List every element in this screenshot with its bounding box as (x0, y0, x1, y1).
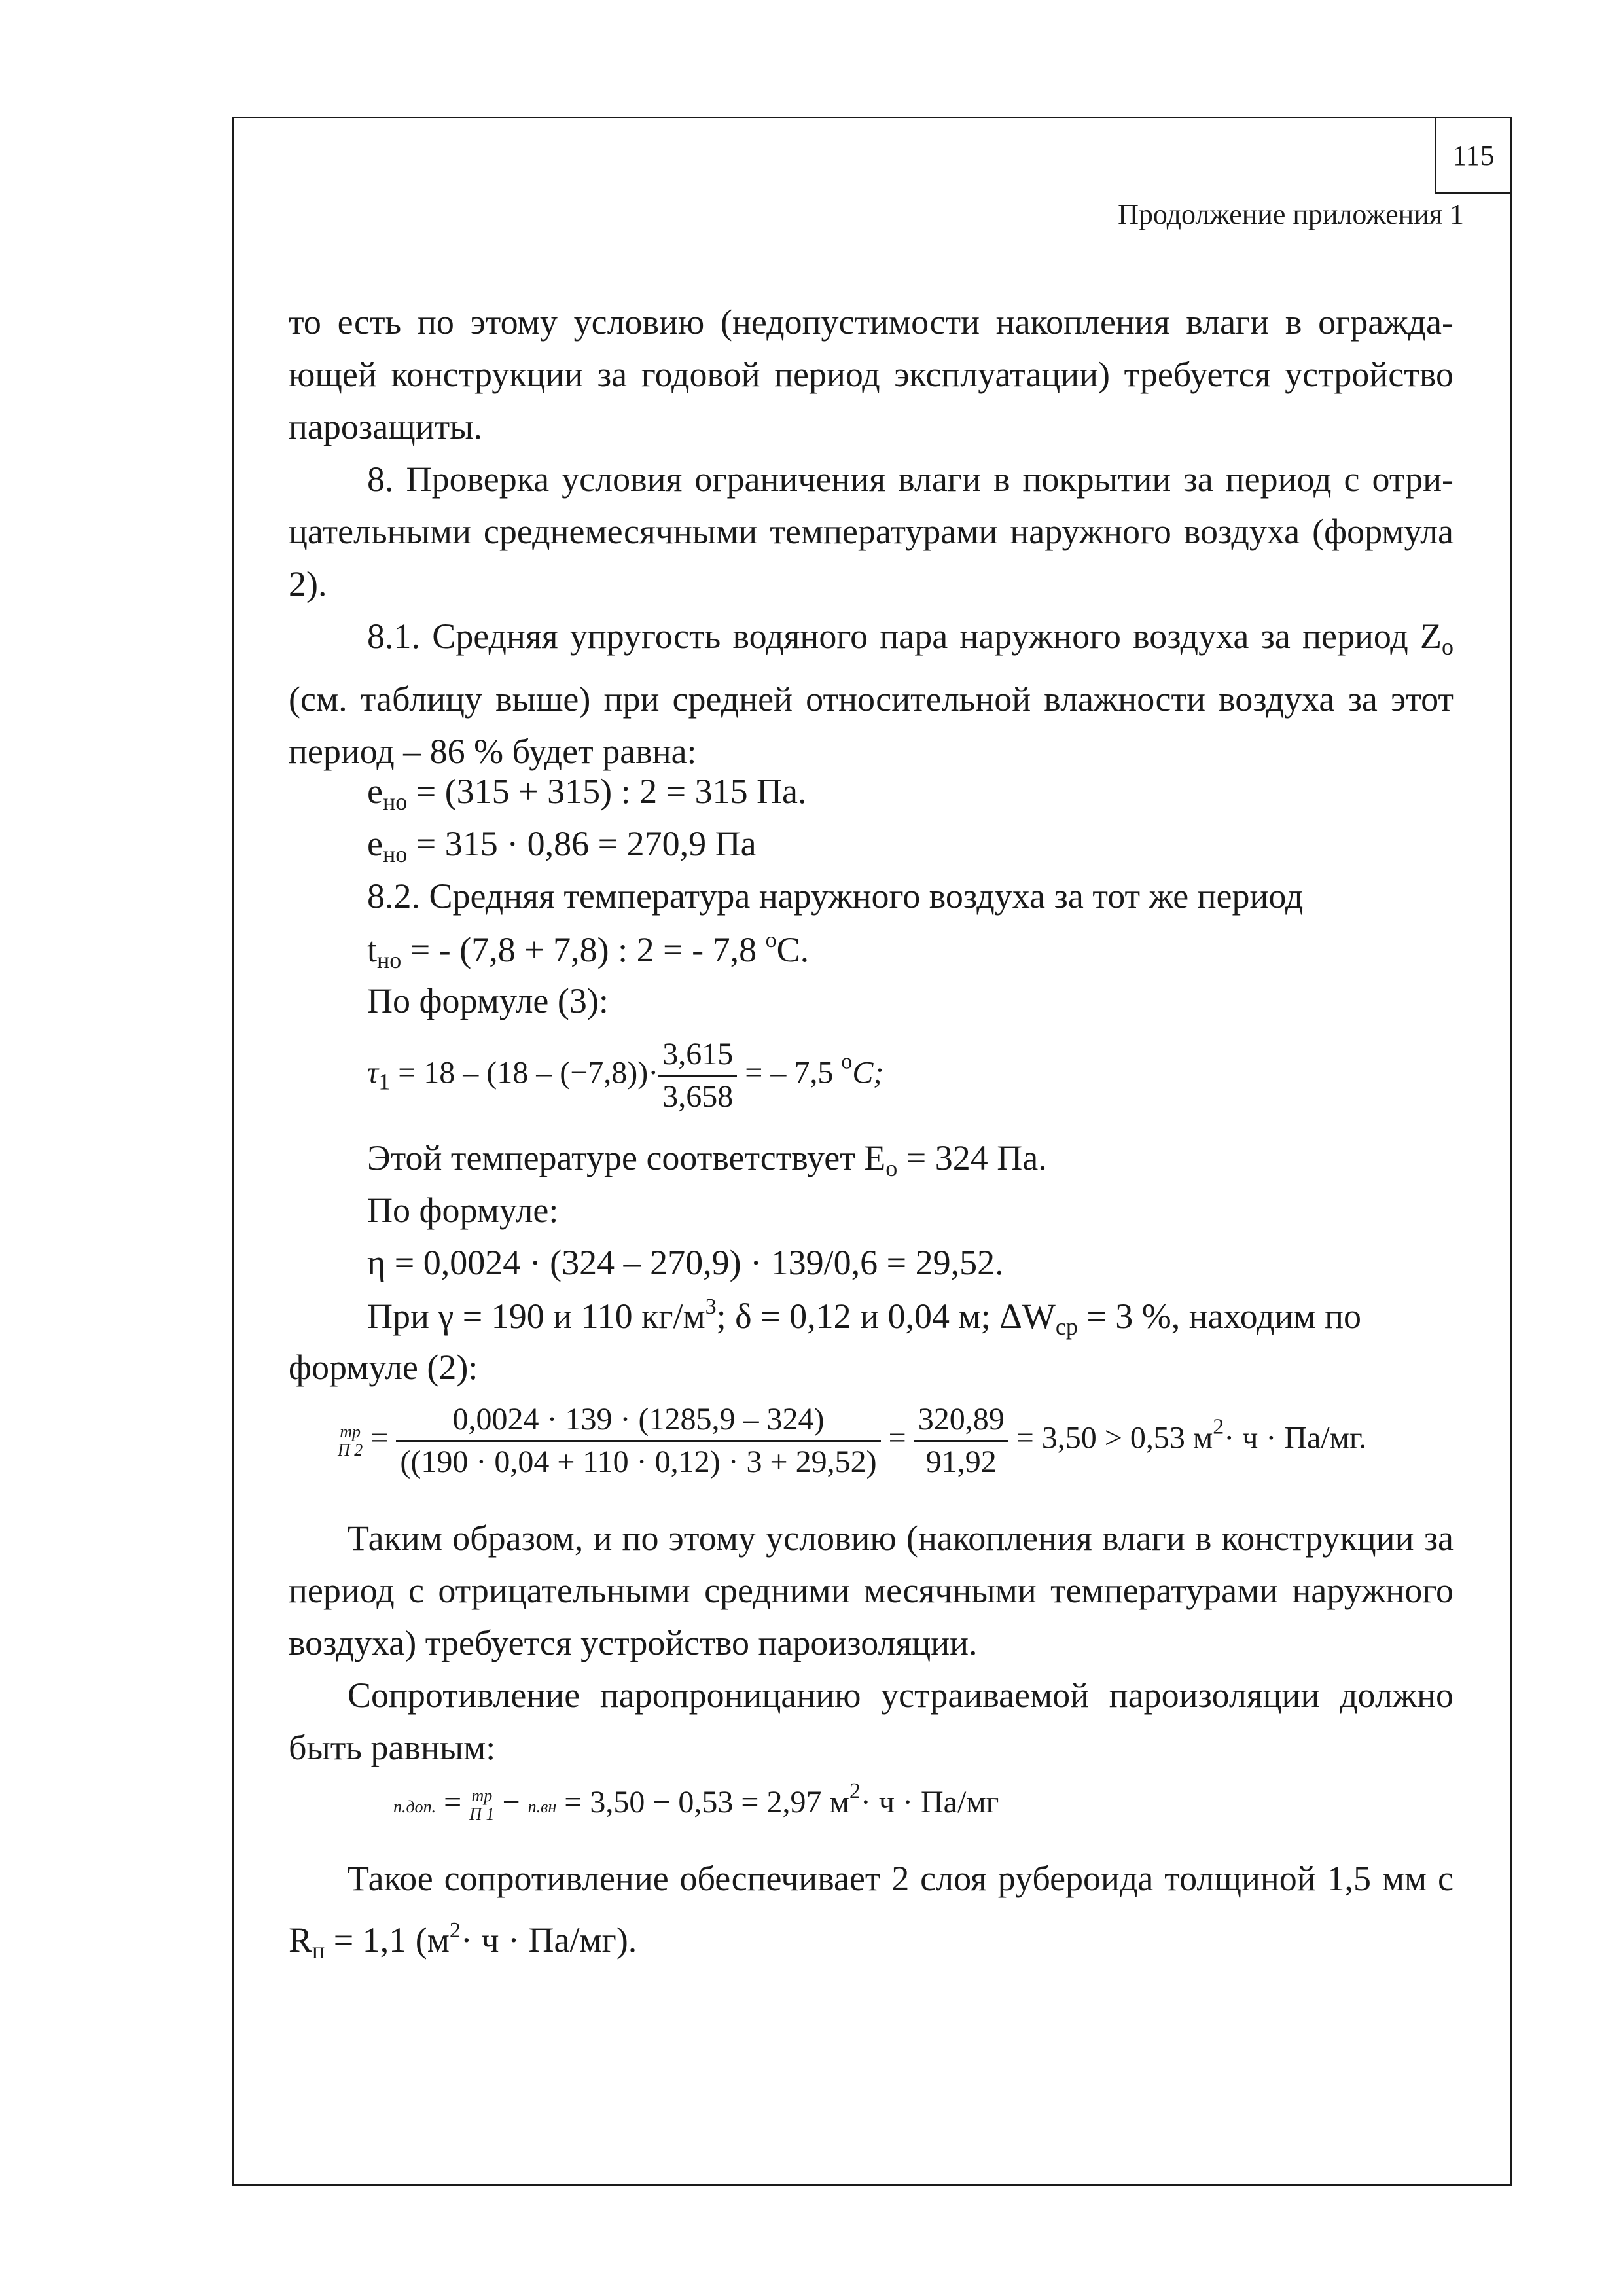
eq-e-no-2: $e_{но} = 315 \cdot 0,86 = 270,9$ Па (367, 824, 757, 867)
formula-r2: тр П 2 = $\frac{0,0024 \cdot 139 \cdot (1285,9 - 324)}{((190 \cdot 0,04 + 110 \cdot 0,12) \cdot 3 + 29,52)}$ = $\frac{320,89}{91,92}$ = 3,50 > 0,53 $м^2\cdot ч \cdot Па/мг$. (338, 1399, 1366, 1482)
r2-label: тр П 2 (338, 1422, 363, 1460)
page-number: 115 (1435, 117, 1512, 194)
section-8-2: 8.2. Средняя температура наружного воздуха за тот же период (367, 876, 1304, 916)
formula-tau: $\tau_1 = 18 - (18 - (-7,8))\cdot$ $\frac{3,615}{3,658}$ = – 7,5 $^o$C; (367, 1034, 883, 1117)
paragraph-final: Такое сопротивление обеспечивает 2 слоя рубероида толщиной 1,5 мм с $R_п = 1,1$ $(м^2\cdot ч \cdot Па/мг)$. (289, 1859, 1454, 1964)
when-line-2: формуле (2): (289, 1348, 478, 1387)
fraction-r2-result: $\frac{320,89}{91,92}$ (914, 1399, 1008, 1482)
by-formula: По формуле: (367, 1191, 559, 1230)
paragraph-resistance: Сопротивление паропроницанию устраиваемой пароизоляции должно быть равным: (289, 1676, 1454, 1767)
when-line: При γ = 190 и 110 $кг/м^3$; δ = 0,12 и 0,04 м; $\Delta W_{ср} = 3$ %, находим по (367, 1295, 1361, 1340)
fraction-r2-main: $\frac{0,0024 \cdot 139 \cdot (1285,9 - 324)}{((190 \cdot 0,04 + 110 \cdot 0,12) \cdot 3 + 29,52)}$ (396, 1399, 880, 1482)
eo-line: Этой температуре соответствует $Е_о = 324$ Па. (367, 1138, 1047, 1181)
formula-r3: п.доп. = тр П 1 − п.вн = 3,50 − 0,53 = 2,97 $м^2\cdot ч \cdot Па/мг$ (393, 1779, 999, 1823)
by-formula-3: По формуле (3): (367, 981, 609, 1020)
r3-label: тр П 1 (469, 1785, 495, 1823)
fraction-tau: $\frac{3,615}{3,658}$ (658, 1034, 737, 1117)
paragraph-1: то есть по этому условию (недопустимости накопления влаги в ограждающей конструкции за годовой период эксплуатации) требуется устройство парозащиты. (289, 302, 1454, 446)
eq-e-no-1: $e_{но} = (315 + 315)$ : 2 = 315 Па. (367, 772, 807, 815)
paragraph-8-1: 8.1. Средняя упругость водяного пара наружного воздуха за период $Z_о$ (см. таблицу выше) при средней относительной влажности воздуха за этот период – 86 % будет равна: (289, 617, 1454, 771)
paragraph-conclusion: Таким образом, и по этому условию (накопления влаги в конструкции за период с отрицательными средними месячными температурами наружного воздуха) требуется устройство пароизоляции. (289, 1518, 1454, 1662)
paragraph-8: 8. Проверка условия ограничения влаги в покрытии за период с отрицательными среднемесячными температурами наружного воздуха (формула 2). (289, 459, 1454, 603)
eta-line: η = 0,0024 · (324 – 270,9) · 139/0,6 = 29,52. (367, 1243, 1004, 1282)
running-header: Продолжение приложения 1 (1118, 198, 1464, 230)
eq-t-no: $t_{но}$ = - (7,8 + 7,8) : 2 = - 7,8 $^о$С. (367, 928, 810, 973)
